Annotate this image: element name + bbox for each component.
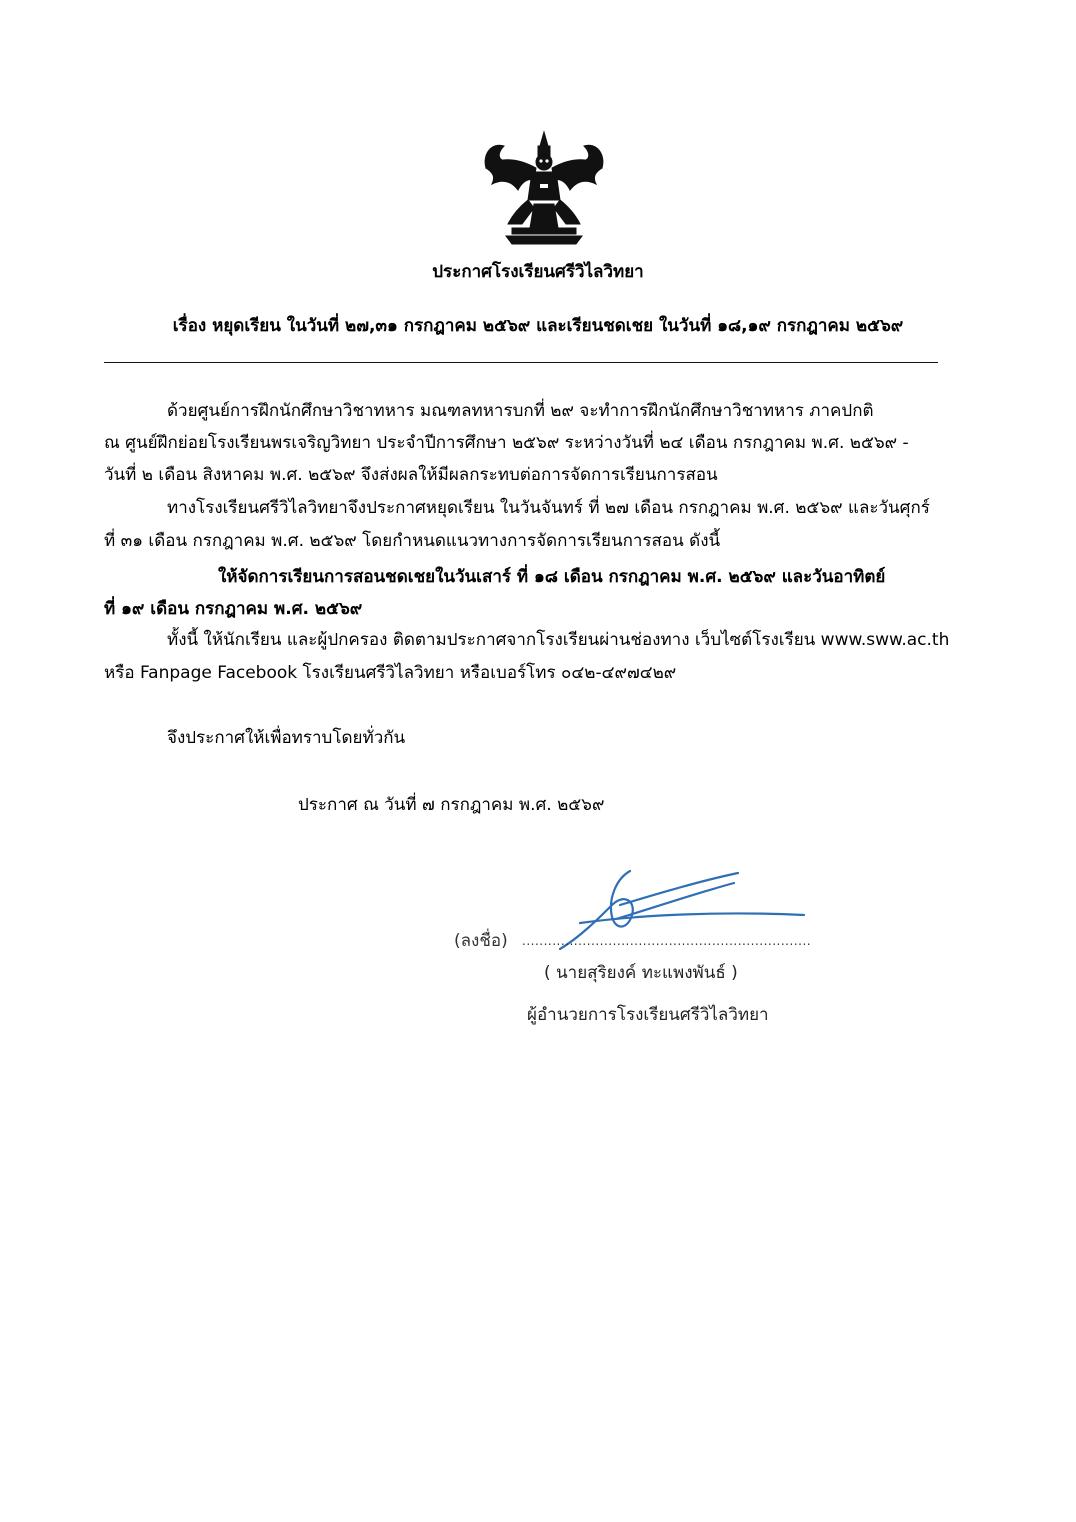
announcement-subject: เรื่อง หยุดเรียน ในวันที่ ๒๗,๓๑ กรกฎาคม ๒๕๖๙ และเรียนชดเชย ในวันที่ ๑๘,๑๙ กรกฎาคม ๒๕๖๙	[172, 316, 904, 336]
body-p3-line1: ให้จัดการเรียนการสอนชดเชยในวันเสาร์ ที่ ๑๘ เดือน กรกฎาคม พ.ศ. ๒๕๖๙ และวันอาทิตย์	[218, 567, 886, 587]
body-p1-line1: ด้วยศูนย์การฝึกนักศึกษาวิชาทหาร มณฑลทหารบกที่ ๒๙ จะทำการฝึกนักศึกษาวิชาทหาร ภาคปกติ	[167, 401, 874, 421]
sign-label: (ลงชื่อ)	[454, 931, 508, 951]
body-p2-line2: ที่ ๓๑ เดือน กรกฎาคม พ.ศ. ๒๕๖๙ โดยกำหนดแนวทางการจัดการเรียนการสอน ดังนี้	[104, 531, 721, 551]
announcement-date: ประกาศ ณ วันที่ ๗ กรกฎาคม พ.ศ. ๒๕๖๙	[298, 795, 605, 815]
closing-text: จึงประกาศให้เพื่อทราบโดยทั่วกัน	[167, 728, 406, 748]
body-p1-line3: วันที่ ๒ เดือน สิงหาคม พ.ศ. ๒๕๖๙ จึงส่งผลให้มีผลกระทบต่อการจัดการเรียนการสอน	[104, 465, 718, 485]
divider-line	[104, 362, 938, 363]
body-p1-line2: ณ ศูนย์ฝึกย่อยโรงเรียนพรเจริญวิทยา ประจำปีการศึกษา ๒๕๖๙ ระหว่างวันที่ ๒๔ เดือน กรกฎาคม พ.ศ. ๒๕๖๙ -	[104, 433, 909, 453]
body-p4-line1: ทั้งนี้ ให้นักเรียน และผู้ปกครอง ติดตามประกาศจากโรงเรียนผ่านช่องทาง เว็บไซต์โรงเรียน www.sww.ac.th	[167, 630, 950, 650]
announcement-title: ประกาศโรงเรียนศรีวิไลวิทยา	[432, 262, 644, 282]
body-p3-line2: ที่ ๑๙ เดือน กรกฎาคม พ.ศ. ๒๕๖๙	[104, 599, 363, 619]
garuda-emblem-icon	[478, 128, 610, 250]
body-p2-line1: ทางโรงเรียนศรีวิไลวิทยาจึงประกาศหยุดเรียน ในวันจันทร์ ที่ ๒๗ เดือน กรกฎาคม พ.ศ. ๒๕๖๙ และวันศุกร์	[167, 498, 930, 518]
signer-position: ผู้อำนวยการโรงเรียนศรีวิไลวิทยา	[527, 1005, 769, 1025]
signature-dotted-line: ...................................................................	[522, 934, 812, 948]
body-p4-line2: หรือ Fanpage Facebook โรงเรียนศรีวิไลวิทยา หรือเบอร์โทร ๐๔๒-๔๙๗๔๒๙	[104, 663, 677, 683]
signer-name: ( นายสุริยงค์ ทะแพงพันธ์ )	[544, 963, 738, 983]
